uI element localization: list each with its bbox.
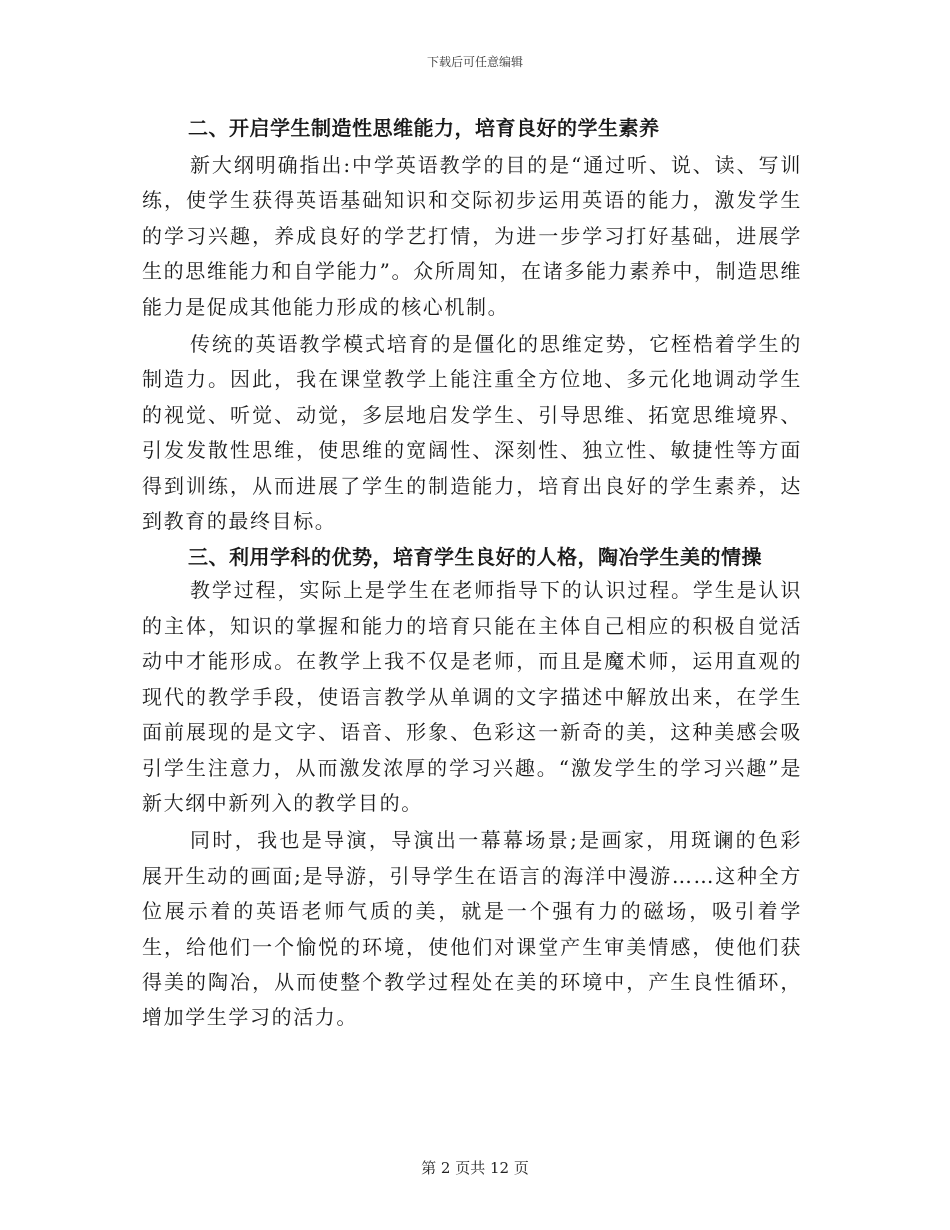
paragraph: 传统的英语教学模式培育的是僵化的思维定势，它桎梏着学生的制造力。因此，我在课堂教学上能注重全方位地、多元化地调动学生的视觉、听觉、动觉，多层地启发学生、引导思维、拓宽思维境界、引发发散性思维，使思维的宽阔性、深刻性、独立性、敏捷性等方面得到训练，从而进展了学生的制造能力，培育出良好的学生素养，达到教育的最终目标。 (142, 332, 802, 534)
paragraph: 同时，我也是导演，导演出一幕幕场景;是画家，用斑谰的色彩展开生动的画面;是导游，引导学生在语言的海洋中漫游……这种全方位展示着的英语老师气质的美，就是一个强有力的磁场，吸引着学生，给他们一个愉悦的环境，使他们对课堂产生审美情感，使他们获得美的陶冶，从而使整个教学过程处在美的环境中，产生良性循环，增加学生学习的活力。 (142, 828, 802, 1030)
paragraph: 教学过程，实际上是学生在老师指导下的认识过程。学生是认识的主体，知识的掌握和能力的培育只能在主体自己相应的积极自觉活动中才能形成。在教学上我不仅是老师，而且是魔术师，运用直观的现代的教学手段，使语言教学从单调的文字描述中解放出来，在学生面前展现的是文字、语音、形象、色彩这一新奇的美，这种美感会吸引学生注意力，从而激发浓厚的学习兴趣。“激发学生的学习兴趣”是新大纲中新列入的教学目的。 (142, 578, 802, 815)
document-body (142, 112, 802, 1036)
page-number: 第 2 页共 12 页 (421, 1159, 529, 1177)
section-heading-3: 三、利用学科的优势，培育学生良好的人格，陶冶学生美的情操 (188, 545, 762, 570)
page-header: 下载后可任意编辑 (426, 55, 523, 69)
section-heading-2: 二、开启学生制造性思维能力，培育良好的学生素养 (188, 116, 660, 140)
paragraph: 新大纲明确指出:中学英语教学的目的是“通过听、说、读、写训练，使学生获得英语基础知识和交际初步运用英语的能力，激发学生的学习兴趣，养成良好的学艺打情，为进一步学习打好基础，进展学生的思维能力和自学能力”。众所周知，在诸多能力素养中，制造思维能力是促成其他能力形成的核心机制。 (142, 153, 802, 319)
